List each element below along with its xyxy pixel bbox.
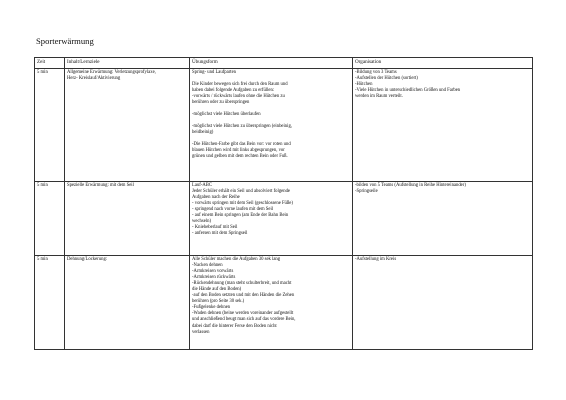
cell-uebungsform bbox=[190, 69, 353, 182]
uebung-line: -auf den Boden setzten und mit den Händen die Zehen bbox=[192, 293, 295, 299]
uebung-line: beidbeinig) bbox=[192, 130, 214, 136]
organisation-line: werden im Raum verteilt. bbox=[355, 94, 403, 100]
uebung-line: - anfersen mit dem Springseil bbox=[192, 231, 248, 237]
uebung-line: - auf einem Bein springen (am Ende der Bahn Bein bbox=[192, 213, 289, 219]
uebung-line: - Knieheberlauf mit Seil bbox=[192, 225, 238, 231]
cell-organisation bbox=[353, 182, 533, 256]
uebung-line: -möglichst viele Hütchen zu überspringen (einbeinig, bbox=[192, 124, 292, 130]
uebung-line: -Waden dehnen (beine werden voreinander aufgestellt bbox=[192, 311, 294, 317]
zeit-value: 5 min bbox=[37, 70, 48, 75]
header-uebungsform: Übungsform bbox=[190, 58, 353, 69]
lesson-plan-table bbox=[34, 57, 533, 350]
uebung-line: dabei darf die hinterer Ferse den Boden nicht bbox=[192, 323, 277, 329]
table-header-row bbox=[35, 58, 533, 69]
uebung-line: -vorwärts / rückwärts laufen ohne die Hütchen zu bbox=[192, 94, 285, 100]
cell-zeit bbox=[35, 69, 65, 182]
header-organisation: Organisation bbox=[353, 58, 533, 69]
uebung-line: verlassen bbox=[192, 329, 210, 335]
uebung-line: die Hände auf den Boden) bbox=[192, 287, 242, 293]
table-row bbox=[35, 69, 533, 182]
uebung-line: wechseln) bbox=[192, 219, 212, 225]
uebung-line: -Nacken dehnen bbox=[192, 263, 223, 269]
cell-organisation bbox=[353, 69, 533, 182]
zeit-value: 5 min bbox=[37, 257, 48, 262]
uebung-line: -Armkreisen rückwärts bbox=[192, 275, 236, 281]
organisation-line: -Aufstellen der Hütchen (sortiert) bbox=[355, 76, 418, 82]
uebung-line: - vorwärts springen mit dem Seil (geschlossene Füße) bbox=[192, 201, 293, 207]
zeit-value: 5 min bbox=[37, 183, 48, 188]
organisation-line: -Bildung von 3 Teams bbox=[355, 70, 397, 75]
uebung-paragraph bbox=[192, 124, 350, 136]
uebung-line: -Fußgelenke dehnen bbox=[192, 305, 231, 311]
cell-inhalt bbox=[65, 69, 190, 182]
uebung-line: berühren (pro Seite 30 sek.) bbox=[192, 299, 245, 305]
uebung-heading: Spring- und Laufparten bbox=[192, 70, 236, 75]
table-row bbox=[35, 182, 533, 256]
header-inhalt: Inhalt/Lernziele bbox=[65, 58, 190, 69]
cell-inhalt bbox=[65, 182, 190, 256]
uebung-line: blauen Hütchen wird mit links abgesprungen, vor bbox=[192, 148, 285, 154]
uebung-line: Alle Schüler machen die Aufgaben 30 sek lang bbox=[192, 257, 281, 262]
table-row bbox=[35, 256, 533, 350]
inhalt-line: Herz- Kreislauf/Aktivierung bbox=[67, 76, 121, 82]
uebung-line: haben dabei folgende Aufgaben zu erfüllen: bbox=[192, 88, 275, 94]
uebung-line: Lauf-ABC bbox=[192, 183, 213, 188]
uebung-paragraph bbox=[192, 82, 350, 106]
uebung-line: -Armkreisen vorwärts bbox=[192, 269, 234, 275]
organisation-line: -Viele Hütchen in unterschiedlichen Größen und Farben bbox=[355, 88, 461, 94]
uebung-line: -Rückendehnung (man steht schulterbreit, und macht bbox=[192, 281, 292, 287]
uebung-line: Aufgaben nach der Reihe bbox=[192, 195, 240, 201]
uebung-line: -Die Hütchen-Farbe gibt das Bein vor: vor roten und bbox=[192, 142, 291, 148]
organisation-line: -bilden von 5 Teams (Aufstellung in Reihe Hintereinander) bbox=[355, 183, 466, 188]
uebung-line: - springend nach vorne laufen mit dem Seil bbox=[192, 207, 274, 213]
inhalt-line: Dehnung/Lockerung: bbox=[67, 257, 108, 262]
uebung-line: berühren oder zu überspringen bbox=[192, 100, 250, 106]
cell-uebungsform bbox=[190, 256, 353, 350]
uebung-paragraph bbox=[192, 142, 350, 160]
uebung-paragraph bbox=[192, 112, 350, 118]
cell-inhalt bbox=[65, 256, 190, 350]
cell-zeit bbox=[35, 182, 65, 256]
cell-zeit bbox=[35, 256, 65, 350]
inhalt-line: Spezielle Erwärmung: mit dem Seil bbox=[67, 183, 134, 188]
header-zeit: Zeit bbox=[35, 58, 65, 69]
cell-uebungsform bbox=[190, 182, 353, 256]
document-title: Sporterwärmung bbox=[36, 36, 94, 46]
uebung-line: und anschließend beugt man sich auf das vordere Bein, bbox=[192, 317, 296, 323]
cell-organisation bbox=[353, 256, 533, 350]
uebung-line: -möglichst viele Hütchen überlaufen bbox=[192, 112, 261, 118]
uebung-line: Die Kinder bewegen sich frei durch den Raum und bbox=[192, 82, 288, 88]
organisation-line: -Hütchen bbox=[355, 82, 373, 88]
uebung-line: grünen und gelben mit dem rechten Bein oder Fuß. bbox=[192, 154, 288, 160]
organisation-line: -Aufstellung im Kreis bbox=[355, 257, 397, 262]
organisation-line: -Springseile bbox=[355, 189, 378, 195]
uebung-line: Jeder Schüler erhält ein Seil und absolviert folgende bbox=[192, 189, 291, 195]
inhalt-line: Allgemeine Erwärmung: Verletzungsprofylaxe, bbox=[67, 70, 156, 75]
